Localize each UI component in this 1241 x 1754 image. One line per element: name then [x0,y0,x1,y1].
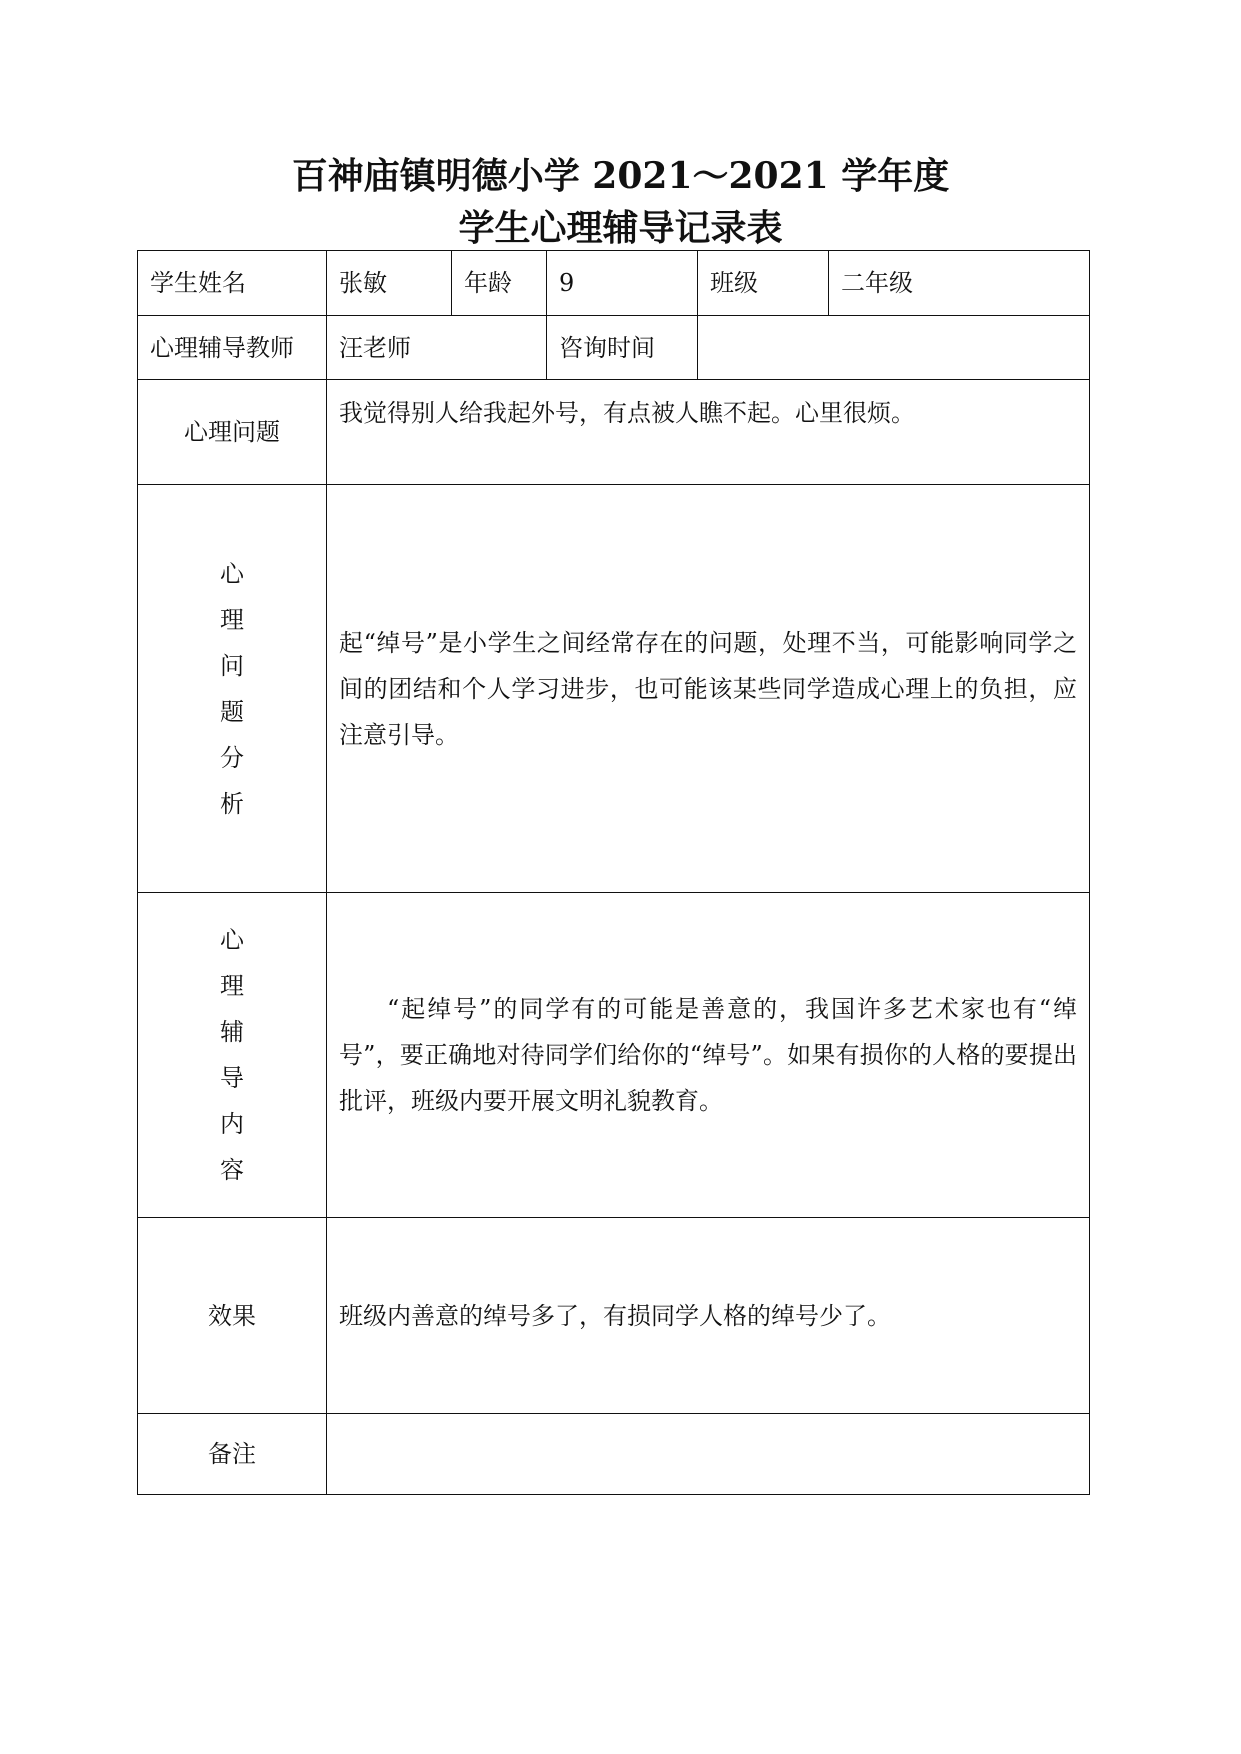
table-row-problem [138,380,1090,485]
table-row-student [138,251,1090,316]
table-row-remarks [138,1414,1090,1495]
problem-label: 心理问题 [138,380,327,485]
analysis-label: 心理问题分析 [220,559,244,818]
table-row-counseling [138,893,1090,1218]
effect-text: 班级内善意的绰号多了，有损同学人格的绰号少了。 [327,1218,1090,1414]
class-value: 二年级 [829,251,1090,316]
remarks-text [327,1414,1090,1495]
student-name-label: 学生姓名 [138,251,327,316]
student-name-value: 张敏 [327,251,452,316]
consult-time-label: 咨询时间 [547,316,698,380]
problem-text: 我觉得别人给我起外号，有点被人瞧不起。心里很烦。 [327,380,1090,485]
consult-time-value [698,316,1090,380]
teacher-value: 汪老师 [327,316,547,380]
remarks-label: 备注 [138,1414,327,1495]
page-title-line2: 学生心理辅导记录表 [458,207,783,249]
table-row-analysis [138,485,1090,893]
table-row-effect [138,1218,1090,1414]
age-value: 9 [547,251,698,316]
record-table [137,250,1090,1495]
page-title-line1: 百神庙镇明德小学 2021～2021 学年度 [291,155,950,197]
counseling-label: 心理辅导内容 [220,926,244,1184]
age-label: 年龄 [452,251,547,316]
teacher-label: 心理辅导教师 [138,316,327,380]
effect-label: 效果 [138,1218,327,1414]
analysis-text: 起“绰号”是小学生之间经常存在的问题，处理不当，可能影响同学之间的团结和个人学习进步，也可能该某些同学造成心理上的负担，应注意引导。 [339,628,1077,749]
counseling-text: “起绰号”的同学有的可能是善意的，我国许多艺术家也有“绰号”，要正确地对待同学们给你的“绰号”。如果有损你的人格的要提出批评，班级内要开展文明礼貌教育。 [339,995,1077,1115]
class-label: 班级 [698,251,829,316]
table-row-teacher [138,316,1090,380]
